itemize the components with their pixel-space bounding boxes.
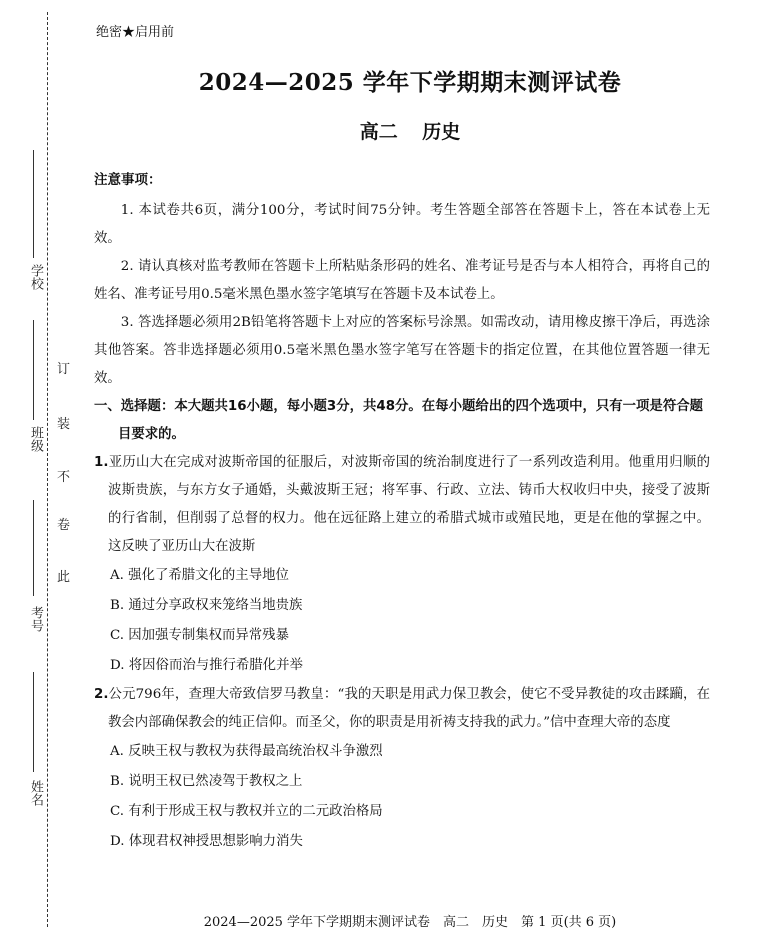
notice-item: 2. 请认真核对监考教师在答题卡上所粘贴条形码的姓名、准考证号是否与本人相符合，再将自己的姓名、准考证号用0.5毫米黑色墨水签字笔填写在答题卡及本试卷上。 xyxy=(94,259,710,302)
seal-char: 此 xyxy=(57,570,71,585)
seal-char: 装 xyxy=(57,417,71,432)
exam-title: 2024—2025 学年下学期期末测评试卷 xyxy=(198,69,622,96)
option-d: D. 体现君权神授思想影响力消失 xyxy=(110,834,303,849)
seal-char: 不 xyxy=(57,470,71,485)
section-heading: 一、选择题：本大题共16小题，每小题3分，共48分。在每小题给出的四个选项中，只有一项是符合题目要求的。 xyxy=(94,399,703,442)
school-fill-line xyxy=(33,150,34,258)
question-text: 亚历山大在完成对波斯帝国的征服后，对波斯帝国的统治制度进行了一系列改造利用。他重用归顺的波斯贵族，与东方女子通婚，头戴波斯王冠；将军事、行政、立法、铸币大权收归中央，接受了波斯的行省制，但削弱了总督的权力。他在远征路上建立的希腊式城市或殖民地，更是在他的掌握之中。这反映了亚历山大在波斯 xyxy=(108,455,710,554)
binding-dashed-line xyxy=(47,12,48,927)
exam-subject: 高二 历史 xyxy=(359,121,461,143)
exam-no-fill-line xyxy=(33,500,34,596)
exam-no-label: 考号 xyxy=(28,606,43,632)
option-d: D. 将因俗而治与推行希腊化并举 xyxy=(110,658,303,673)
notice-item: 1. 本试卷共6页，满分100分，考试时间75分钟。考生答题全部答在答题卡上，答在本试卷上无效。 xyxy=(94,203,710,246)
notice-item: 3. 答选择题必须用2B铅笔将答题卡上对应的答案标号涂黑。如需改动，请用橡皮擦干净后，再选涂其他答案。答非选择题必须用0.5毫米黑色墨水签字笔写在答题卡的指定位置，在其他位置答题一律无效。 xyxy=(94,315,710,386)
seal-char: 卷 xyxy=(57,518,71,533)
question-number: 2. xyxy=(94,687,109,702)
option-b: B. 说明王权已然凌驾于教权之上 xyxy=(110,774,303,789)
question-1 xyxy=(94,449,710,681)
class-fill-line xyxy=(33,320,34,420)
name-fill-line xyxy=(33,672,34,772)
question-stem xyxy=(94,681,710,737)
option-a: A. 强化了希腊文化的主导地位 xyxy=(110,568,289,583)
seal-char: 订 xyxy=(57,362,71,377)
notice-heading: 注意事项： xyxy=(94,172,162,188)
option-a: A. 反映王权与教权为获得最高统治权斗争激烈 xyxy=(110,744,383,759)
name-label: 姓名 xyxy=(28,780,43,806)
option-c: C. 因加强专制集权而异常残暴 xyxy=(110,628,289,643)
question-2 xyxy=(94,681,710,857)
exam-content xyxy=(94,168,710,857)
option-b: B. 通过分享政权来笼络当地贵族 xyxy=(110,598,303,613)
option-c: C. 有利于形成王权与教权并立的二元政治格局 xyxy=(110,804,383,819)
question-number: 1. xyxy=(94,455,109,470)
class-label: 班级 xyxy=(28,426,43,452)
page-footer: 2024—2025 学年下学期期末测评试卷 高二 历史 第 1 页(共 6 页) xyxy=(203,915,617,930)
confidential-mark: 绝密★启用前 xyxy=(96,25,175,40)
school-label: 学校 xyxy=(28,264,43,290)
question-stem xyxy=(94,449,710,561)
question-text: 公元796年，查理大帝致信罗马教皇：“我的天职是用武力保卫教会，使它不受异教徒的攻击蹂躏，在教会内部确保教会的纯正信仰。而圣父，你的职责是用祈祷支持我的武力。”信中查理大帝的态度 xyxy=(108,687,710,730)
